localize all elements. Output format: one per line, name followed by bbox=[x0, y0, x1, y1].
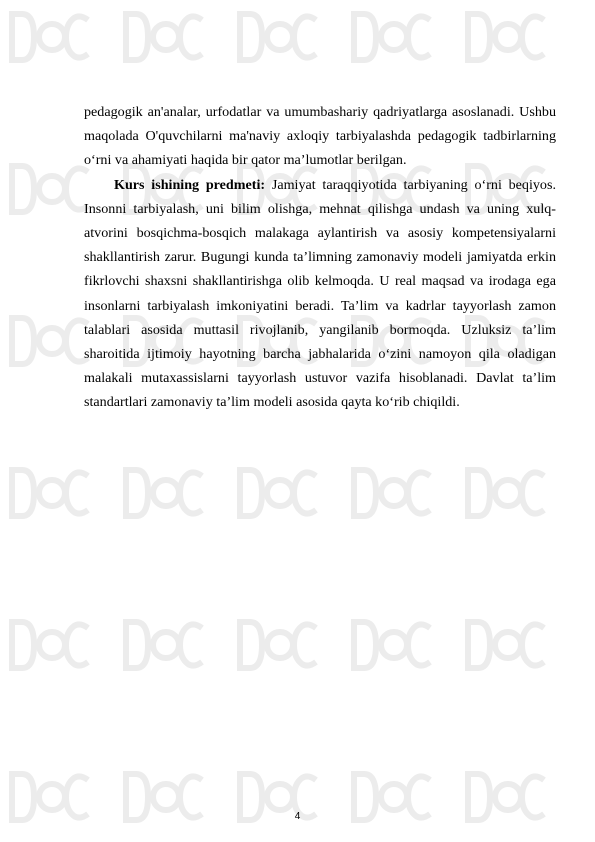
paragraph-intro: pedagogik an'analar, urfodatlar va umumbashariy qadriyatlarga asoslanadi. Ushbu maqolada O'quvchilarni ma'naviy axloqiy tarbiyalashda pedagogik tadbirlarning o‘rni va ahamiyati haqida bir qator ma’lumotlar berilgan. bbox=[84, 104, 556, 169]
doc-logo-watermark-icon bbox=[464, 616, 550, 674]
doc-logo-watermark-icon bbox=[122, 8, 208, 66]
doc-logo-watermark-icon bbox=[236, 8, 322, 66]
doc-logo-watermark-icon bbox=[350, 8, 436, 66]
doc-logo-watermark-icon bbox=[464, 8, 550, 66]
doc-logo-watermark-icon bbox=[122, 464, 208, 522]
doc-logo-watermark-icon bbox=[8, 8, 94, 66]
doc-logo-watermark-icon bbox=[8, 464, 94, 522]
doc-logo-watermark-icon bbox=[350, 464, 436, 522]
doc-logo-watermark-icon bbox=[122, 616, 208, 674]
doc-logo-watermark-icon bbox=[236, 464, 322, 522]
doc-logo-watermark-icon bbox=[350, 616, 436, 674]
doc-logo-watermark-icon bbox=[464, 464, 550, 522]
document-body bbox=[84, 100, 556, 415]
subject-body: Jamiyat taraqqiyotida tarbiyaning o‘rni beqiyos. Insonni tarbiyalash, uni bilim olishga, mehnat qilishga undash va uning xulq-atvorini bosqichma-bosqich malakaga aylantirish va asosiy kompetensiyalarni shakllantirish zarur. Bugungi kunda ta’limning zamonaviy modeli jamiyatda erkin fikrlovchi shaxsni shakllantirishga olib kelmoqda. U real maqsad va irodaga ega insonlarni tarbiyalash imkoniyatini beradi. Ta’lim va kadrlar tayyorlash zamon talablari asosida muttasil rivojlanib, yangilanib bormoqda. Uzluksiz ta’lim sharoitida ijtimoiy hayotning barcha jabhalarida o‘zini namoyon qila oladigan malakali mutaxassislarni tayyorlash ustuvor vazifa hisoblanadi. Davlat ta’lim standartlari zamonaviy ta’lim modeli asosida qayta ko‘rib chiqildi. bbox=[84, 176, 556, 411]
page-number: 4 bbox=[294, 811, 301, 822]
doc-logo-watermark-icon bbox=[8, 616, 94, 674]
doc-logo-watermark-icon bbox=[236, 616, 322, 674]
paragraph-subject bbox=[84, 173, 556, 415]
subject-heading: Kurs ishining predmeti: bbox=[114, 176, 266, 193]
doc-logo-watermark-icon bbox=[8, 160, 94, 218]
doc-logo-watermark-icon bbox=[8, 312, 94, 370]
